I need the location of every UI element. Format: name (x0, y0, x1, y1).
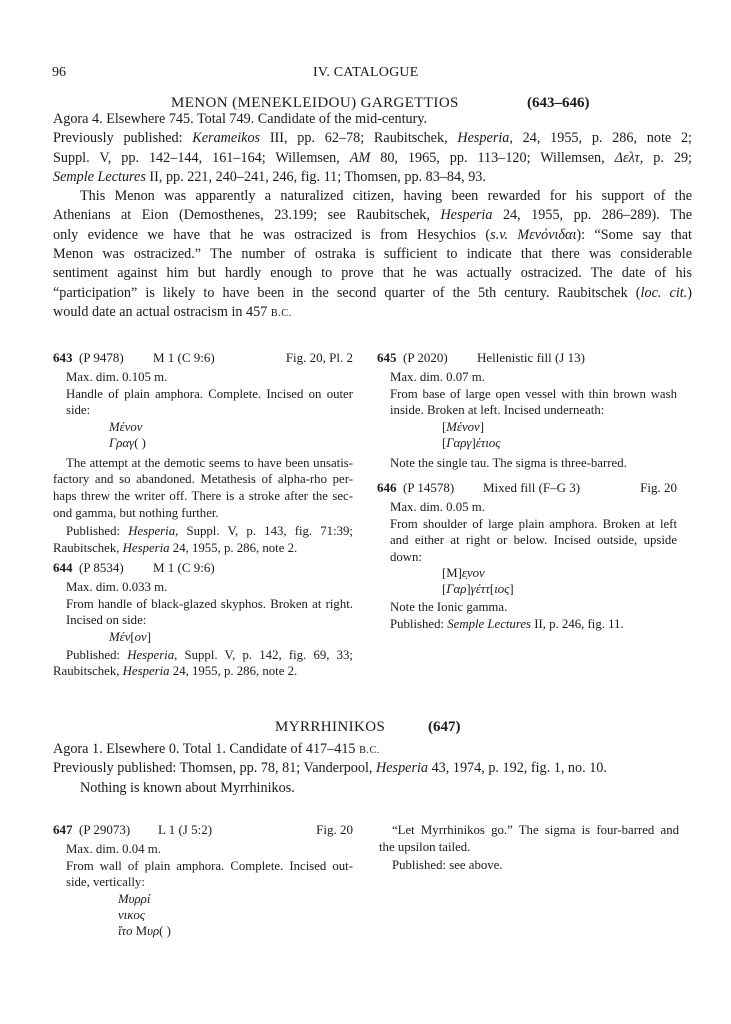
entry-header (53, 822, 353, 841)
notes (390, 599, 677, 616)
text-segment: ] (479, 419, 484, 434)
find-context: M 1 (C 9:6) (153, 560, 215, 575)
description (390, 516, 677, 566)
text-segment: ] (146, 629, 152, 644)
text-segment: , p. 29; (639, 149, 692, 166)
text-segment: 80, 1965, pp. 113–120; Willemsen, (370, 149, 615, 166)
text-segment: Μ (132, 923, 148, 938)
inventory-number: (P 8534) (79, 560, 124, 575)
text-line (390, 532, 677, 549)
text-line (53, 226, 692, 245)
greek-text: νικος (118, 907, 145, 922)
find-context: Hellenistic fill (J 13) (477, 350, 585, 365)
text-line (118, 907, 353, 923)
text-line (53, 740, 692, 759)
text-line (53, 264, 692, 283)
entry-number: 643 (53, 350, 73, 365)
published (53, 647, 353, 680)
text-segment: Previously published: (53, 130, 193, 147)
text-segment: sentiment against him but hardly enough to prove that he was actually ostracized. The date of his (53, 265, 692, 282)
commentary (53, 779, 692, 798)
text-line (442, 435, 677, 451)
text-segment: and either at right or below. Incised outside, upside (390, 533, 677, 548)
text-line (379, 857, 679, 874)
italic-text: Hesperia (457, 130, 510, 147)
section-title-menon: MENON (MENEKLEIDOU) GARGETTIOS (171, 95, 459, 111)
text-segment: ond gamma, but nothing further. (53, 505, 219, 520)
inscription (118, 891, 353, 939)
text-segment: side: (66, 403, 91, 418)
italic-text: loc. cit. (640, 284, 688, 301)
italic-text: s.v. (490, 226, 509, 243)
published (379, 857, 679, 874)
text-line (53, 540, 353, 557)
inventory-number: (P 2020) (403, 350, 448, 365)
text-line (53, 284, 692, 303)
text-segment: II, pp. 221, 240–241, 246, fig. 11; Thomsen, pp. 83–84, 93. (145, 168, 486, 185)
catalogue-entry-643 (53, 350, 353, 556)
text-line (109, 629, 353, 645)
italic-text: Hesperia (128, 524, 176, 539)
text-line (53, 245, 692, 264)
text-segment: [ (130, 629, 135, 644)
text-line (379, 839, 679, 856)
description (66, 386, 353, 419)
find-context: M 1 (C 9:6) (153, 350, 215, 365)
greek-text: ε̣νον (461, 566, 485, 581)
text-line (53, 187, 692, 206)
text-segment: , 24, 1955, p. 286, note 2; (509, 130, 692, 147)
running-head: IV. CATALOGUE (313, 65, 419, 80)
catalogue-entry-645 (377, 350, 677, 471)
text-segment: Published: (66, 647, 128, 662)
text-line (390, 499, 677, 516)
catalogue-entry-647 (53, 822, 353, 939)
text-segment: would date an actual ostracism in 457 (53, 303, 271, 320)
text-line (66, 402, 353, 419)
text-line (390, 549, 677, 566)
text-line (66, 858, 353, 875)
catalogue-entry-644 (53, 560, 353, 680)
entry-header (53, 350, 353, 369)
description (66, 596, 353, 629)
text-segment: Published: see above. (392, 858, 503, 873)
text-line (390, 386, 677, 403)
text-line (66, 874, 353, 891)
previously-published (53, 129, 692, 187)
text-line (66, 612, 353, 629)
greek-text: Μέν (109, 629, 131, 644)
inventory-number: (P 29073) (79, 822, 131, 837)
text-segment: only evidence we have that he was ostracized is from Hesychios ( (53, 226, 491, 243)
greek-text: ον (134, 629, 147, 644)
section-intro-myrrhinikos (53, 740, 692, 798)
text-line (442, 565, 677, 581)
text-segment: 43, 1974, p. 192, fig. 1, no. 10. (428, 760, 607, 777)
text-segment: Athenians at Eion (Demosthenes, 23.199; see Raubitschek, (53, 207, 441, 224)
italic-text: Hesperia (122, 664, 170, 679)
greek-text: Μενόνιδαι (517, 226, 577, 243)
entry-header (53, 560, 353, 579)
entry-header (377, 480, 677, 499)
text-segment: , Suppl. V, p. 143, fig. 71:39; (175, 524, 353, 539)
greek-text: Μυρρί (118, 891, 151, 906)
greek-text: έτιος (475, 435, 501, 450)
text-segment: Agora 1. Elsewhere 0. Total 1. Candidate of 417–415 (53, 741, 360, 757)
greek-text: Γαρ (446, 582, 467, 597)
text-segment: ): “Some say that (576, 226, 693, 243)
figure-reference: Fig. 20 (316, 822, 353, 837)
text-line (379, 822, 679, 839)
catalogue-entry-646 (377, 480, 677, 633)
text-segment: inside. Broken at left. Incised underneath: (390, 403, 605, 418)
dimension (390, 499, 677, 516)
section-title-myrrhinikos: MYRRHINIKOS (275, 719, 386, 735)
italic-text: Hesperia (376, 760, 429, 777)
text-line (53, 129, 692, 148)
text-segment (508, 227, 517, 243)
text-line (442, 419, 677, 435)
text-segment: [ (442, 419, 447, 434)
text-segment: 24, 1955, pp. 286–289). The (492, 207, 693, 224)
greek-text: ιος (494, 582, 510, 597)
text-line (53, 149, 692, 168)
text-line (109, 435, 353, 451)
previously-published (53, 759, 692, 778)
text-segment: Published: (66, 524, 129, 539)
published (53, 523, 353, 556)
inscription (109, 629, 353, 645)
text-segment: From base of large open vessel with thin brown wash (390, 386, 677, 401)
description (66, 858, 353, 891)
text-segment: down: (390, 549, 422, 564)
greek-text: Γαργ (446, 435, 472, 450)
dimension (66, 579, 353, 596)
text-line (66, 841, 353, 858)
text-segment: Raubitschek, (53, 540, 123, 555)
text-segment: [Μ] (442, 566, 462, 581)
text-segment: [ (442, 435, 447, 450)
text-segment: the upsilon tailed. (379, 839, 471, 854)
small-caps-text: B.C. (270, 307, 292, 319)
text-line (109, 419, 353, 435)
text-segment: side, vertically: (66, 875, 145, 890)
entry-header (377, 350, 677, 369)
text-segment: 24, 1955, p. 286, note 2. (169, 664, 298, 679)
text-line (390, 616, 677, 633)
text-line (390, 455, 677, 472)
greek-text: υρ (147, 923, 160, 938)
text-segment: Previously published: Thomsen, pp. 78, 81; Vanderpool, (53, 760, 377, 777)
notes (390, 455, 677, 472)
text-segment: Incised on side: (66, 613, 147, 628)
entry-number: 644 (53, 560, 73, 575)
text-segment: factory and so abandoned. Metathesis of alpha-rho per- (53, 472, 353, 487)
summary (53, 740, 692, 759)
greek-text: γέττ (470, 582, 490, 597)
text-line (390, 369, 677, 386)
text-segment: [ (489, 582, 495, 597)
inscription (109, 419, 353, 451)
text-line (53, 779, 692, 798)
published (390, 616, 677, 633)
text-segment: Nothing is known about Myrrhinikos. (80, 779, 295, 796)
text-segment: ) (687, 284, 692, 301)
inventory-number: (P 14578) (403, 480, 455, 495)
text-line (53, 168, 692, 187)
section-range-menon: (643–646) (527, 95, 590, 111)
text-segment: Note the single tau. The sigma is three-barred. (390, 455, 627, 470)
page-number: 96 (52, 65, 66, 80)
italic-text: Semple Lectures (447, 616, 531, 631)
text-line (390, 516, 677, 533)
inventory-number: (P 9478) (79, 350, 124, 365)
notes (53, 455, 353, 521)
commentary (53, 187, 692, 322)
text-segment: From handle of black-glazed skyphos. Broken at right. (66, 596, 353, 611)
section-intro-menon (53, 110, 692, 322)
description (390, 386, 677, 419)
greek-text: Μένον (446, 419, 480, 434)
text-line (118, 891, 353, 907)
text-line (53, 647, 353, 664)
text-segment: III, pp. 62–78; Raubitschek, (260, 130, 458, 147)
text-segment: Max. dim. 0.04 m. (66, 842, 161, 856)
text-line (53, 523, 353, 540)
text-segment: Max. dim. 0.105 m. (66, 370, 168, 384)
text-line (53, 303, 692, 322)
inscription (442, 565, 677, 597)
section-range-myrrhinikos: (647) (428, 719, 461, 735)
text-segment: haps threw the writer off. There is a stroke after the sec- (53, 488, 353, 503)
text-segment: From wall of plain amphora. Complete. Incised out- (66, 858, 353, 873)
find-context: L 1 (J 5:2) (158, 822, 213, 837)
text-segment: ] (466, 582, 471, 597)
small-caps-text: B.C. (359, 745, 380, 756)
text-line (53, 471, 353, 488)
figure-reference: Fig. 20 (640, 480, 677, 495)
text-line (66, 579, 353, 596)
text-segment: II, p. 246, fig. 11. (531, 616, 624, 631)
text-line (66, 386, 353, 403)
text-line (53, 759, 692, 778)
text-line (53, 206, 692, 225)
text-segment: Max. dim. 0.05 m. (390, 500, 485, 514)
text-line (53, 663, 353, 680)
greek-text: ἴτο (118, 923, 133, 938)
text-segment: [ (442, 582, 447, 597)
entry-number: 645 (377, 350, 397, 365)
text-segment: , Suppl. V, p. 142, fig. 69, 33; (174, 647, 353, 662)
text-segment: Suppl. V, pp. 142–144, 161–164; Willemsen, (53, 149, 350, 166)
notes (379, 822, 679, 855)
text-segment: Agora 4. Elsewhere 745. Total 749. Candidate of the mid-century. (53, 111, 428, 127)
text-segment: Max. dim. 0.033 m. (66, 580, 168, 594)
text-line (53, 110, 692, 129)
text-line (66, 369, 353, 386)
text-line (118, 923, 353, 939)
text-segment: ] (509, 582, 514, 597)
text-segment: Raubitschek, (53, 664, 123, 679)
entry-number: 646 (377, 480, 397, 495)
find-context: Mixed fill (F–G 3) (483, 480, 581, 495)
text-segment: “Let Myrrhinikos go.” The sigma is four-barred and (392, 823, 679, 837)
catalogue-entry-647-continued (379, 822, 679, 874)
dimension (66, 841, 353, 858)
dimension (66, 369, 353, 386)
text-segment: “participation” is likely to have been in the second quarter of the 5th century. Raubitschek ( (53, 284, 641, 301)
text-segment: ( ) (134, 435, 146, 450)
italic-text: Hesperia (122, 540, 170, 555)
entry-number: 647 (53, 822, 73, 837)
text-segment: Handle of plain amphora. Complete. Incised on outer (66, 386, 353, 401)
text-segment: Published: (390, 616, 448, 631)
text-line (53, 488, 353, 505)
text-line (53, 455, 353, 472)
text-segment: This Menon was apparently a naturalized citizen, having been rewarded for his support of the (80, 188, 692, 205)
greek-text: Δελτ (614, 149, 640, 166)
text-segment: 24, 1955, p. 286, note 2. (169, 540, 298, 555)
greek-text: Μένον (109, 419, 143, 434)
dimension (390, 369, 677, 386)
text-line (390, 599, 677, 616)
italic-text: Semple Lectures (53, 168, 146, 185)
text-line (390, 402, 677, 419)
italic-text: AM (349, 149, 371, 166)
italic-text: Hesperia (127, 647, 175, 662)
inscription (442, 419, 677, 451)
summary (53, 110, 692, 129)
text-segment: From shoulder of large plain amphora. Broken at left (390, 516, 677, 531)
text-line (442, 581, 677, 597)
text-segment: Max. dim. 0.07 m. (390, 370, 485, 384)
text-segment: ] (471, 435, 476, 450)
text-segment: ( ) (159, 923, 171, 938)
text-segment: The attempt at the demotic seems to have been unsatis- (66, 455, 353, 470)
italic-text: Kerameikos (192, 130, 261, 147)
figure-reference: Fig. 20, Pl. 2 (285, 350, 353, 365)
greek-text: Γραγ (109, 435, 135, 450)
italic-text: Hesperia (440, 207, 493, 224)
text-line (66, 596, 353, 613)
text-segment: Menon was ostracized.” The number of ostraka is sufficient to indicate that there was considerable (53, 246, 692, 263)
text-segment: Note the Ionic gamma. (390, 600, 508, 615)
text-line (53, 505, 353, 522)
